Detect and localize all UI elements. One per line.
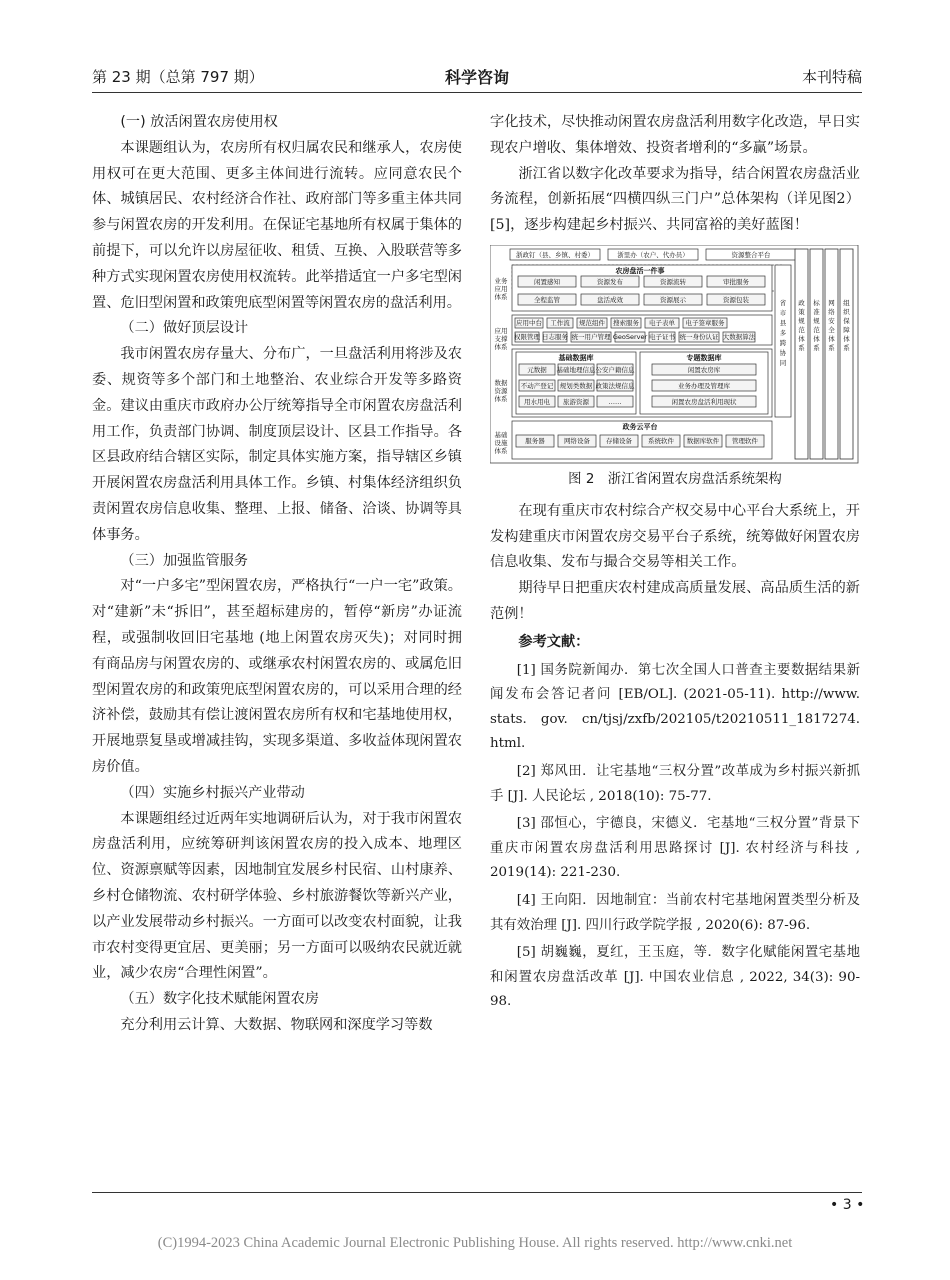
basic-db-item-label: 元数据 — [527, 365, 547, 374]
vertical-system-bar — [795, 249, 808, 459]
layer-label: 业务应用体系 — [494, 276, 508, 301]
paragraph: 期待早日把重庆农村建成高质量发展、高品质生活的新范例！ — [490, 580, 860, 622]
layer-label: 应用支撑体系 — [494, 326, 508, 351]
business-item-label: 资源展示 — [660, 295, 686, 304]
topic-db-item-label: 业务办理及管理库 — [678, 381, 730, 390]
paragraph: 在现有重庆市农村综合产权交易中心平台大系统上，开发构建重庆市闲置农房交易平台子系统，统筹做好闲置农房信息收集、发布与撮合交易等相关工作。 — [490, 502, 860, 571]
reference-item: [3] 邵恒心，宇德良，宋德义．宅基地“三权分置”背景下重庆市闲置农房盘活利用思路探讨 [J]. 农村经济与科技 , 2019(14): 221-230. — [490, 816, 860, 881]
basic-db-item-label: 政策法规信息 — [595, 381, 635, 390]
journal-title: 科学咨询 — [444, 68, 509, 87]
business-item-label: 资源包装 — [723, 295, 749, 304]
business-item-label: 资源发布 — [597, 277, 623, 286]
cloud-item-label: 管理软件 — [732, 436, 758, 445]
layer-label: 数据资源体系 — [494, 378, 508, 403]
header-rule — [92, 92, 862, 93]
portal-label: 浙里办（农户、代办员） — [617, 250, 689, 259]
business-item-label: 全程监管 — [534, 295, 560, 304]
reference-item: [2] 郑风田．让宅基地“三权分置”改革成为乡村振兴新抓手 [J]. 人民论坛 , 2018(10): 75-77. — [490, 763, 860, 804]
paragraph: 浙江省以数字化改革要求为指导，结合闲置农房盘活业务流程，创新拓展“四横四纵三门户”总体架构（详见图2）[5]，逐步构建起乡村振兴、共同富裕的美好蓝图！ — [490, 165, 860, 234]
vertical-system-label: 标准规范体系 — [813, 298, 820, 352]
support-item-label: 统一身份认证 — [679, 332, 719, 341]
business-item-label: 审批服务 — [723, 277, 749, 286]
support-item-label: 规范组件 — [579, 318, 605, 327]
reference-item: [4] 王向阳．因地制宜：当前农村宅基地闲置类型分析及其有效治理 [J]. 四川行政学院学报 , 2020(6): 87-96. — [490, 892, 860, 933]
business-item-label: 闲置感知 — [534, 277, 560, 286]
support-item-label: 电子签章服务 — [685, 318, 725, 327]
support-item-label: 权限管理 — [514, 332, 540, 341]
basic-db-item-label: 公安户籍信息 — [595, 365, 635, 374]
paragraph: 本课题组经过近两年实地调研后认为，对于我市闲置农房盘活利用，应统筹研判该闲置农房的投入成本、地理区位、资源禀赋等因素，因地制宜发展乡村民宿、山村康养、乡村仓储物流、农村研学体验、乡村旅游餐饮等新兴产业，以产业发展带动乡村振兴。一方面可以改变农村面貌，让我市农村变得更宜居、更美丽；另一方面可以吸纳农民就近就业，减少农房“合理性闲置”。 — [92, 810, 462, 982]
figure-caption: 图 2 浙江省闲置农房盘活系统架构 — [568, 471, 782, 487]
vertical-system-bar — [840, 249, 853, 459]
cloud-item-label: 网络设备 — [564, 436, 590, 445]
business-item-label: 资源流转 — [660, 277, 686, 286]
section-heading: （三）加强监管服务 — [120, 552, 249, 569]
issue-number: 第 23 期（总第 797 期） — [92, 68, 264, 86]
topic-db-item-label: 闲置农房库 — [687, 365, 721, 374]
copyright-footer: (C)1994-2023 China Academic Journal Electronic Publishing House. All rights reserved. http://www.cnki.net — [157, 1235, 793, 1251]
section-heading: (一) 放活闲置农房使用权 — [120, 114, 278, 130]
basic-db-title: 基础数据库 — [558, 353, 594, 362]
basic-db-item-label: 旅游资源 — [563, 397, 589, 406]
vertical-system-label: 政策规范体系 — [798, 298, 805, 352]
support-item-label: 大数据算法 — [722, 332, 756, 341]
vertical-system-bar — [825, 249, 838, 459]
business-title: 农房盘活一件事 — [615, 266, 665, 275]
page-number: • 3 • — [830, 1197, 865, 1213]
paragraph: 本课题组认为，农房所有权归属农民和继承人，农房使用权可在更大范围、更多主体间进行流转。应同意农民个体、城镇居民、农村经济合作社、政府部门等多重主体共同参与闲置农房的开发利用。在保证宅基地所有权属于集体的前提下，可以允许以房屋征收、租赁、互换、入股联营等多种方式实现闲置农房使用权流转。此举措适宜一户多宅型闲置、危旧型闲置和政策兜底型闲置等闲置农房的盘活利用。 — [92, 139, 462, 311]
coordination-label: 省市县多跨协同 — [779, 298, 787, 367]
architecture-figure — [490, 245, 860, 465]
reference-item: [5] 胡巍巍，夏红，王玉庭，等．数字化赋能闲置宅基地和闲置农房盘活改革 [J]. 中国农业信息 , 2022, 34(3): 90-98. — [490, 945, 860, 1010]
footer-rule — [92, 1192, 862, 1193]
column-name: 本刊特稿 — [801, 68, 862, 86]
vertical-system-label: 网络安全体系 — [828, 298, 835, 352]
section-heading: （五）数字化技术赋能闲置农房 — [120, 991, 320, 1008]
paragraph: 充分利用云计算、大数据、物联网和深度学习等数 — [120, 1016, 433, 1033]
cloud-item-label: 存储设备 — [606, 436, 632, 445]
basic-db-item-label: 规划类数据 — [559, 381, 593, 390]
basic-db-item-label: …… — [608, 397, 622, 406]
portal-label: 浙政钉（县、乡镇、村委） — [516, 250, 594, 259]
left-column — [92, 110, 462, 1039]
cloud-title: 政务云平台 — [622, 422, 658, 431]
support-item-label: 工作流 — [550, 318, 570, 327]
paragraph: 对“一户多宅”型闲置农房，严格执行“一户一宅”政策。对“建新”未“拆旧”，甚至超标建房的，暂停“新房”办证流程，或强制收回旧宅基地 (地上闲置农房灭失)；对同时拥有商品房与闲置农房的、或继承农村闲置农房的、或属危旧型闲置农房的和政策兜底型闲置农房的，可以采用合理的经济补偿，鼓励其有偿让渡闲置农房所有权和宅基地使用权，开展地票复垦或增减挂钩，实现多渠道、多收益体现闲置农房价值。 — [92, 578, 462, 775]
support-item-label: 统一用户管理 — [571, 332, 611, 341]
support-item-label: 电子表单 — [649, 318, 675, 327]
portal-label: 资源整合平台 — [731, 250, 771, 259]
basic-db-item-label: 不动产登记 — [520, 381, 554, 390]
support-item-label: 日志服务 — [542, 332, 568, 341]
support-item-label: GeoServer — [612, 332, 648, 341]
section-heading: （四）实施乡村振兴产业带动 — [120, 784, 305, 801]
basic-db-item-label: 基础地理信息 — [556, 365, 596, 374]
running-header — [92, 64, 862, 92]
vertical-system-label: 组织保障体系 — [843, 298, 850, 352]
basic-db-item-label: 用水用电 — [524, 397, 550, 406]
architecture-diagram — [490, 245, 860, 465]
cloud-item-label: 服务器 — [525, 436, 545, 445]
right-column — [490, 110, 860, 1015]
paragraph-continued: 字化技术，尽快推动闲置农房盘活利用数字化改造，早日实现农户增收、集体增效、投资者增利的“多赢”场景。 — [490, 114, 860, 156]
business-item-label: 盘活成效 — [597, 295, 623, 304]
section-heading: （二）做好顶层设计 — [120, 320, 249, 337]
cloud-item-label: 系统软件 — [648, 436, 674, 445]
references-title: 参考文献： — [518, 633, 590, 650]
support-item-label: 应用中台 — [516, 318, 542, 327]
reference-item: [1] 国务院新闻办．第七次全国人口普查主要数据结果新闻发布会答记者问 [EB/OL]. (2021-05-11). http://www. stats. gov. cn/tjsj/zxfb/202105/t20210511_1817274. html. — [490, 662, 860, 752]
layer-label: 基础设施体系 — [494, 430, 508, 455]
vertical-system-bar — [810, 249, 823, 459]
cloud-item-label: 数据库软件 — [686, 436, 720, 445]
topic-db-item-label: 闲置农房盘活利用现状 — [671, 397, 737, 406]
topic-db-title: 专题数据库 — [686, 353, 722, 362]
paragraph: 我市闲置农房存量大、分布广，一旦盘活利用将涉及农委、规资等多个部门和土地整治、农业综合开发等多路资金。建议由重庆市政府办公厅统筹指导全市闲置农房盘活利用工作，负责部门协调、制度顶层设计、区县工作指导。各区县政府结合辖区实际，制定具体实施方案，指导辖区乡镇开展闲置农房盘活利用具体工作。乡镇、村集体经济组织负责闲置农房信息收集、整理、上报、储备、洽谈、协调等具体事务。 — [92, 346, 462, 543]
support-item-label: 搜索服务 — [613, 318, 639, 327]
support-item-label: 电子证书 — [649, 332, 675, 341]
